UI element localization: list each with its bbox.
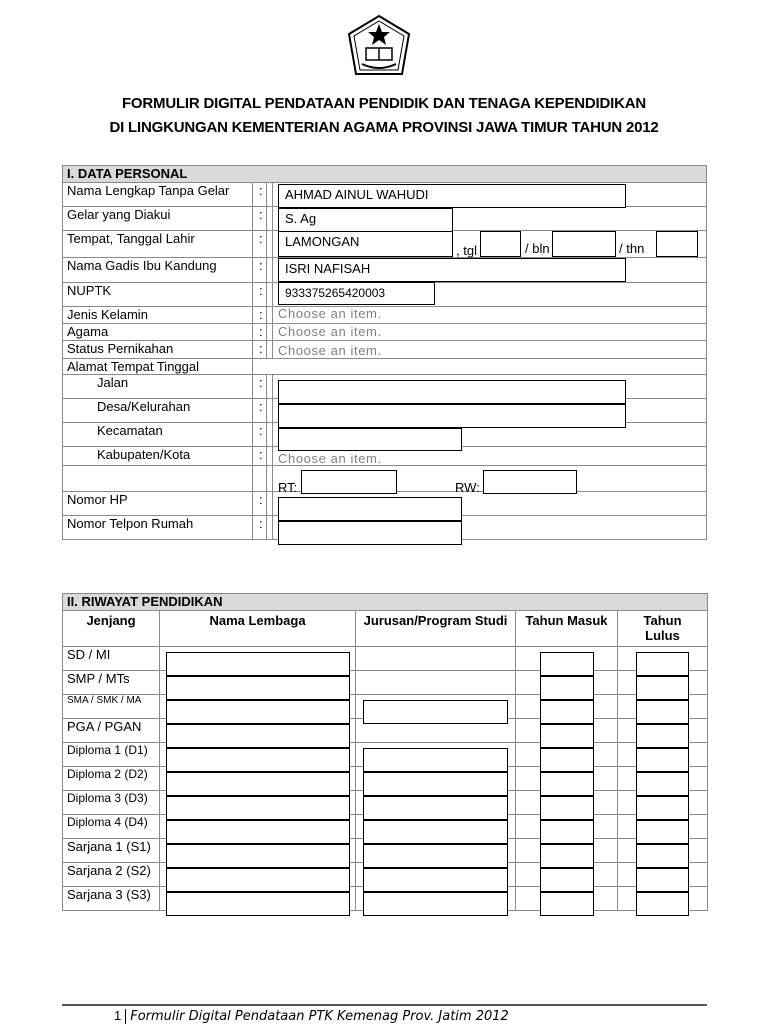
jenjang-row: SMA / SMK / MA: [63, 695, 160, 719]
gelar-label: Gelar yang Diakui: [63, 207, 253, 231]
kecamatan-field[interactable]: [278, 428, 462, 451]
form-title-line1: FORMULIR DIGITAL PENDATAAN PENDIDIK DAN TENAGA KEPENDIDIKAN: [121, 95, 647, 112]
jenjang-row: Sarjana 2 (S2): [63, 863, 160, 887]
tgl-label: , tgl: [456, 243, 477, 258]
jenjang-row: Diploma 4 (D4): [63, 815, 160, 839]
lembaga-field[interactable]: [166, 748, 350, 772]
tahun-masuk-field[interactable]: [540, 820, 594, 844]
tahun-masuk-field[interactable]: [540, 796, 594, 820]
agama-dropdown[interactable]: Choose an item.: [278, 324, 382, 339]
ibu-label: Nama Gadis Ibu Kandung: [63, 258, 253, 283]
col-masuk: Tahun Masuk: [516, 611, 618, 647]
rt-label: RT:: [278, 480, 298, 495]
tahun-lulus-field[interactable]: [636, 724, 689, 748]
tahun-lulus-field[interactable]: [636, 652, 689, 676]
bln-field[interactable]: [552, 231, 616, 257]
tahun-lulus-field[interactable]: [636, 700, 689, 724]
thn-label: / thn: [619, 241, 645, 256]
gelar-field[interactable]: S. Ag: [278, 208, 453, 232]
lembaga-field[interactable]: [166, 700, 350, 724]
tahun-masuk-field[interactable]: [540, 772, 594, 796]
thn-field[interactable]: [656, 231, 698, 257]
jenjang-row: Diploma 1 (D1): [63, 743, 160, 767]
kelamin-label: Jenis Kelamin: [63, 307, 253, 324]
jenjang-row: PGA / PGAN: [63, 719, 160, 743]
tahun-lulus-field[interactable]: [636, 820, 689, 844]
desa-field[interactable]: [278, 404, 626, 428]
ibu-field[interactable]: ISRI NAFISAH: [278, 258, 626, 282]
footer-text: Formulir Digital Pendataan PTK Kemenag Prov. Jatim 2012: [125, 1009, 509, 1024]
section-education-title: II. RIWAYAT PENDIDIKAN: [63, 594, 708, 611]
lembaga-field[interactable]: [166, 796, 350, 820]
jurusan-field[interactable]: [363, 892, 508, 916]
lembaga-field[interactable]: [166, 724, 350, 748]
jurusan-field[interactable]: [363, 868, 508, 892]
tahun-lulus-field[interactable]: [636, 892, 689, 916]
lembaga-field[interactable]: [166, 820, 350, 844]
telpon-label: Nomor Telpon Rumah: [63, 516, 253, 540]
col-jurusan: Jurusan/Program Studi: [356, 611, 516, 647]
footer-divider: [62, 1004, 707, 1006]
rt-field[interactable]: [301, 470, 397, 494]
col-jenjang: Jenjang: [63, 611, 160, 647]
jurusan-field[interactable]: [363, 844, 508, 868]
jalan-label: Jalan: [63, 375, 253, 399]
lembaga-field[interactable]: [166, 652, 350, 676]
col-lembaga: Nama Lembaga: [160, 611, 356, 647]
hp-field[interactable]: [278, 497, 462, 521]
nuptk-field[interactable]: 933375265420003: [278, 282, 435, 305]
kemenag-emblem-icon: [346, 14, 412, 82]
jenjang-row: Sarjana 1 (S1): [63, 839, 160, 863]
desa-label: Desa/Kelurahan: [63, 399, 253, 423]
jenjang-row: Sarjana 3 (S3): [63, 887, 160, 911]
section-personal-title: I. DATA PERSONAL: [63, 166, 707, 183]
tahun-lulus-field[interactable]: [636, 796, 689, 820]
jurusan-field[interactable]: [363, 772, 508, 796]
status-dropdown[interactable]: Choose an item.: [278, 343, 382, 358]
tahun-lulus-field[interactable]: [636, 868, 689, 892]
alamat-label: Alamat Tempat Tinggal: [63, 359, 253, 375]
bln-label: / bln: [525, 241, 550, 256]
page-number: 1: [114, 1008, 122, 1023]
tahun-lulus-field[interactable]: [636, 772, 689, 796]
jenjang-row: SD / MI: [63, 647, 160, 671]
tahun-masuk-field[interactable]: [540, 724, 594, 748]
tahun-masuk-field[interactable]: [540, 892, 594, 916]
kecamatan-label: Kecamatan: [63, 423, 253, 447]
personal-data-table: I. DATA PERSONAL Nama Lengkap Tanpa Gelar : Gelar yang Diakui : Tempat, Tanggal Lahir : Nama Gadis Ibu Kandung : NUPTK : Jenis Kelamin : Agama : Status Pernikahan : Alamat Tempat Tinggal Jalan : Desa/Kelurahan : Kecamatan : Kabupaten/Kota : Nomor HP : Nomor Telpon Rumah :: [62, 165, 707, 540]
tahun-masuk-field[interactable]: [540, 844, 594, 868]
jenjang-row: Diploma 3 (D3): [63, 791, 160, 815]
jurusan-field[interactable]: [363, 820, 508, 844]
hp-label: Nomor HP: [63, 492, 253, 516]
tahun-masuk-field[interactable]: [540, 748, 594, 772]
nama-label: Nama Lengkap Tanpa Gelar: [63, 183, 253, 207]
jenjang-row: SMP / MTs: [63, 671, 160, 695]
nuptk-label: NUPTK: [63, 283, 253, 307]
form-title-line2: DI LINGKUNGAN KEMENTERIAN AGAMA PROVINSI JAWA TIMUR TAHUN 2012: [109, 119, 659, 136]
kabupaten-label: Kabupaten/Kota: [63, 447, 253, 466]
status-label: Status Pernikahan: [63, 341, 253, 359]
lembaga-field[interactable]: [166, 676, 350, 700]
tgl-field[interactable]: [480, 231, 521, 257]
tahun-masuk-field[interactable]: [540, 868, 594, 892]
tahun-masuk-field[interactable]: [540, 676, 594, 700]
tahun-lulus-field[interactable]: [636, 676, 689, 700]
kelamin-dropdown[interactable]: Choose an item.: [278, 306, 382, 321]
jenjang-row: Diploma 2 (D2): [63, 767, 160, 791]
jurusan-field[interactable]: [363, 700, 508, 724]
tahun-masuk-field[interactable]: [540, 652, 594, 676]
telpon-field[interactable]: [278, 521, 462, 545]
page-footer: [114, 1008, 509, 1024]
agama-label: Agama: [63, 324, 253, 341]
jurusan-field[interactable]: [363, 796, 508, 820]
nama-field[interactable]: AHMAD AINUL WAHUDI: [278, 184, 626, 208]
tahun-lulus-field[interactable]: [636, 844, 689, 868]
lembaga-field[interactable]: [166, 844, 350, 868]
jurusan-field[interactable]: [363, 748, 508, 772]
tempat-lahir-field[interactable]: LAMONGAN: [278, 231, 453, 257]
rw-label: RW:: [455, 480, 480, 495]
tahun-masuk-field[interactable]: [540, 700, 594, 724]
lembaga-field[interactable]: [166, 892, 350, 916]
lembaga-field[interactable]: [166, 868, 350, 892]
ttl-label: Tempat, Tanggal Lahir: [63, 231, 253, 258]
lembaga-field[interactable]: [166, 772, 350, 796]
tahun-lulus-field[interactable]: [636, 748, 689, 772]
rw-field[interactable]: [483, 470, 577, 494]
kabupaten-dropdown[interactable]: Choose an item.: [278, 451, 382, 466]
col-lulus: Tahun Lulus: [618, 611, 708, 647]
jalan-field[interactable]: [278, 380, 626, 404]
